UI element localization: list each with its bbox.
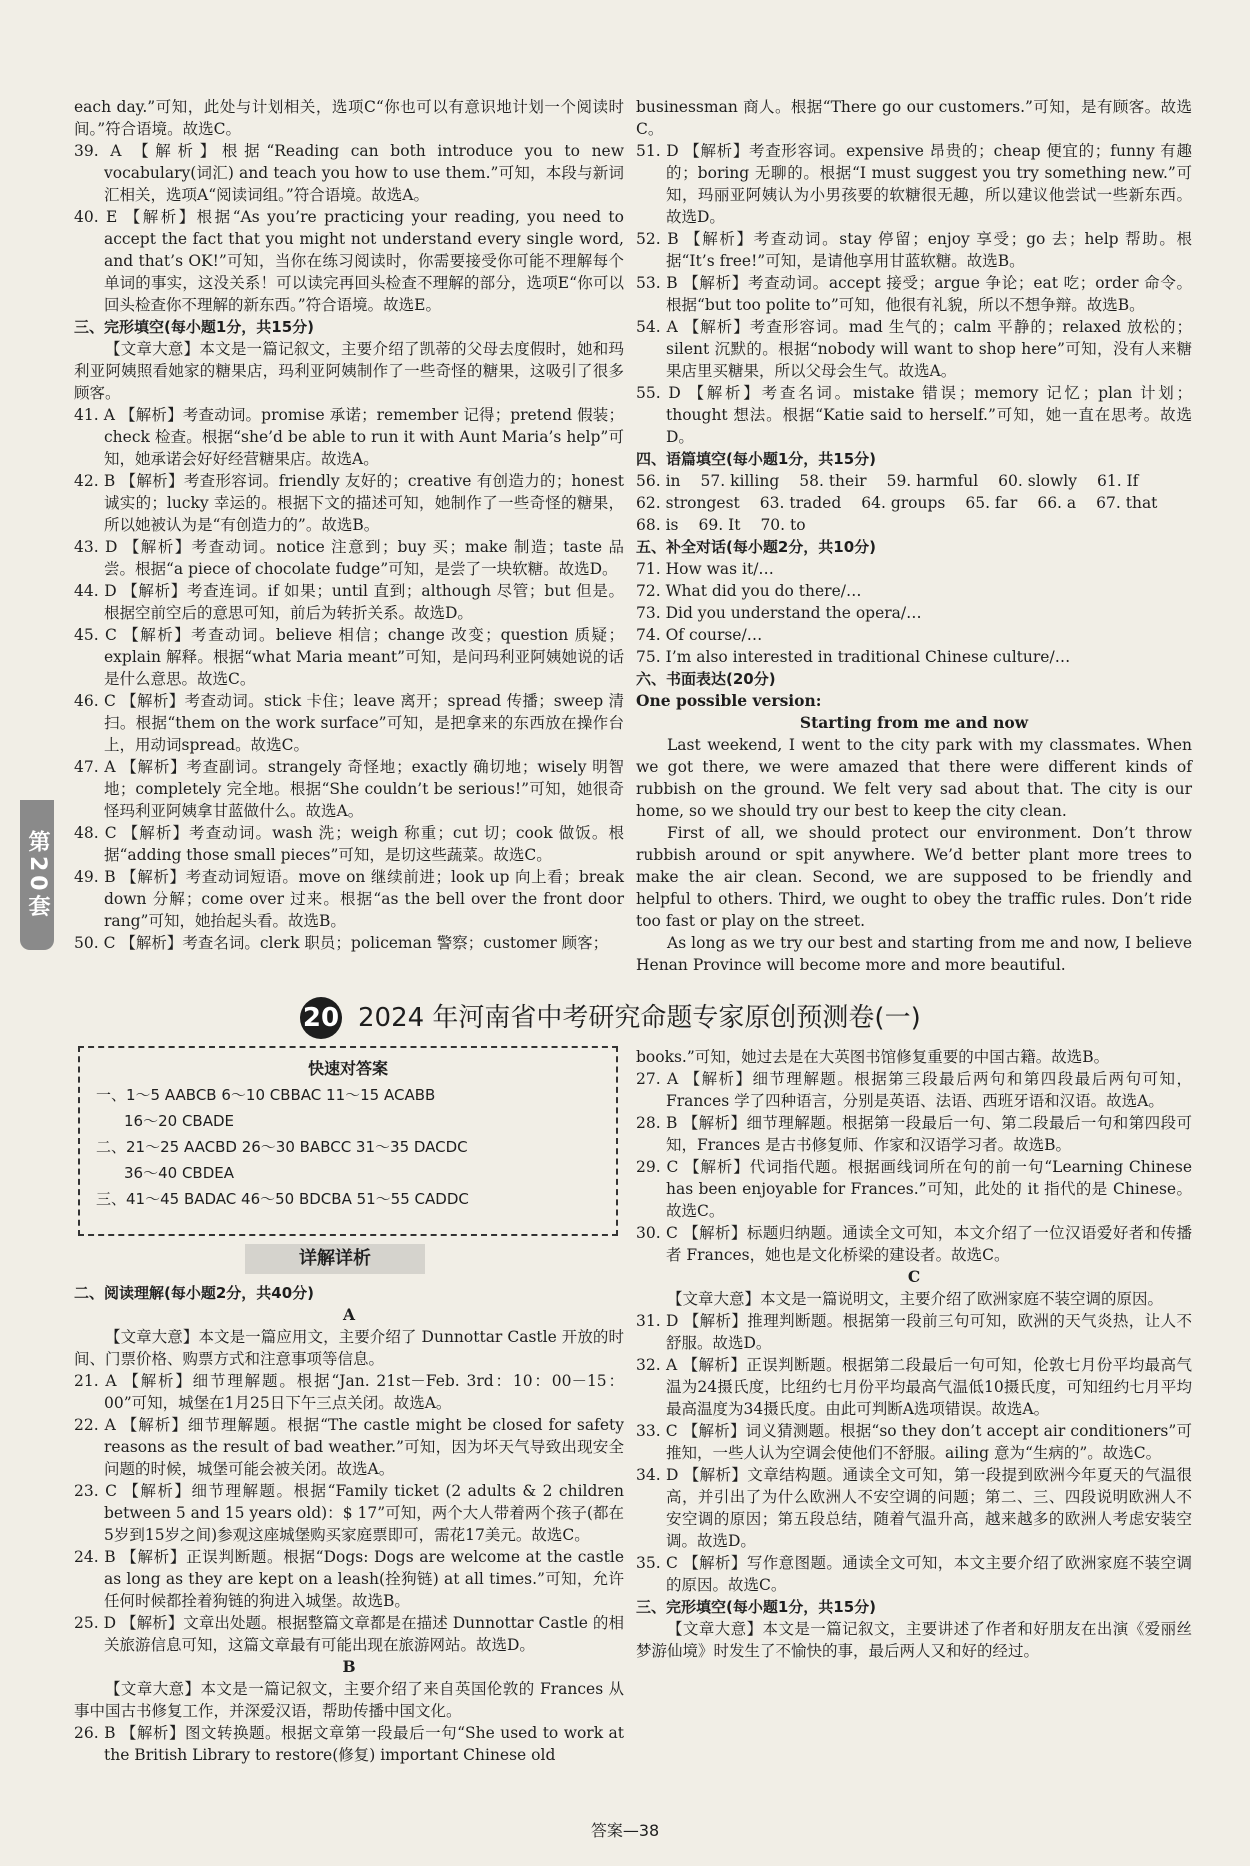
dialogue-answer: 72. What did you do there/… (636, 582, 862, 600)
fill-answer: 59. harmful (886, 472, 979, 490)
article-summary: 【文章大意】本文是一篇记叙文，主要介绍了来自英国伦敦的 Frances 从事中国古书修复工作，并深爱汉语，帮助传播中国文化。 (74, 1680, 624, 1720)
passage-label: B (342, 1657, 356, 1676)
version-label: One possible version: (636, 691, 822, 710)
answer-item: 27. A 【解析】细节理解题。根据第三段最后两句和第四段最后两句可知，Frances 学了四种语言，分别是英语、法语、西班牙语和汉语。故选A。 (636, 1070, 1192, 1110)
column-bottom-left (74, 1282, 624, 1766)
answer-item: 26. B 【解析】图文转换题。根据文章第一段最后一句“She used to work at the British Library to restore(修复) important Chinese old (74, 1724, 624, 1764)
fill-answer: 64. groups (861, 494, 946, 512)
fill-answer: 60. slowly (998, 472, 1077, 490)
fill-answer: 58. their (799, 472, 867, 490)
answer-item: 49. B 【解析】考查动词短语。move on 继续前进；look up 向上看；break down 分解；come over 过来。根据“as the bell over the front door rang”可知，她抬起头看。故选B。 (74, 868, 624, 930)
answer-item: 22. A 【解析】细节理解题。根据“The castle might be closed for safety reasons as the result of bad weather.”可知，因为坏天气导致出现安全问题的时候，城堡可能会被关闭。故选A。 (74, 1416, 624, 1478)
answer-item: 41. A 【解析】考查动词。promise 承诺；remember 记得；pretend 假装；check 检查。根据“she’d be able to run it with Aunt Maria’s help”可知，她承诺会好好经营糖果店。故选A。 (74, 406, 624, 468)
section-heading: 四、语篇填空(每小题1分，共15分) (636, 450, 877, 468)
dialogue-answer: 75. I’m also interested in traditional Chinese culture/… (636, 648, 1071, 666)
article-summary: 【文章大意】本文是一篇说明文，主要介绍了欧洲家庭不装空调的原因。 (667, 1290, 1164, 1308)
essay-paragraph: First of all, we should protect our environment. Don’t throw rubbish around or spit anywhere. We’d better plant more trees to make the air clean. Second, we are supposed to be friendly and helpful to others. Third, we ought to obey the traffic rules. Don’t ride too fast or play on the street. (636, 824, 1192, 930)
answer-item: 24. B 【解析】正误判断题。根据“Dogs: Dogs are welcome at the castle as long as they are kept on a leash(拴狗链) at all times.”可知，允许任何时候都拴着狗链的狗进入城堡。故选B。 (74, 1548, 624, 1610)
answer-item: 48. C 【解析】考查动词。wash 洗；weigh 称重；cut 切；cook 做饭。根据“adding those small pieces”可知，是切这些蔬菜。故选C。 (74, 824, 624, 864)
answer-item: 31. D 【解析】推理判断题。根据第一段前三句可知，欧洲的天气炎热，让人不舒服。故选D。 (636, 1312, 1192, 1352)
section-heading: 五、补全对话(每小题2分，共10分) (636, 538, 877, 556)
essay-paragraph: Last weekend, I went to the city park with my classmates. When we got there, we were amazed that there were different kinds of rubbish on the ground. We felt very sad about that. The city is our home, so we should try our best to keep the city clean. (636, 736, 1192, 820)
fill-answer: 70. to (760, 516, 806, 534)
passage-label: C (907, 1267, 921, 1286)
fill-answer: 68. is (636, 516, 679, 534)
article-summary: 【文章大意】本文是一篇记叙文，主要讲述了作者和好朋友在出演《爱丽丝梦游仙境》时发生了不愉快的事，最后两人又和好的经过。 (636, 1620, 1192, 1660)
page-footer: 答案—38 (590, 1821, 660, 1840)
answer-item: 29. C 【解析】代词指代题。根据画线词所在句的前一句“Learning Chinese has been enjoyable for Frances.”可知，此处的 it 指代的是 Chinese。故选C。 (636, 1158, 1192, 1220)
answer-item: 21. A 【解析】细节理解题。根据“Jan. 21st－Feb. 3rd：10：00－15：00”可知，城堡在1月25日下午三点关闭。故选A。 (74, 1372, 624, 1412)
answer-item: 50. C 【解析】考查名词。clerk 职员；policeman 警察；customer 顾客； (74, 934, 609, 952)
essay-paragraph: As long as we try our best and starting from me and now, I believe Henan Province will become more and more beautiful. (636, 934, 1192, 974)
answer-item: 39. A 【解析】根据“Reading can both introduce you to new vocabulary(词汇) and teach you how to use them.”可知，本段与新词汇相关，选项A“阅读词组。”符合语境。故选A。 (74, 142, 624, 204)
answer-item: 43. D 【解析】考查动词。notice 注意到；buy 买；make 制造；taste 品尝。根据“a piece of chocolate fudge”可知，是尝了一块软糖。故选D。 (74, 538, 624, 578)
section-heading: 六、书面表达(20分) (636, 670, 776, 688)
fill-answer: 57. killing (700, 472, 780, 490)
dialogue-answer: 74. Of course/… (636, 626, 763, 644)
quick-answers-row: 二、21～25 AACBD 26～30 BABCC 31～35 DACDC (96, 1138, 468, 1156)
answer-item: 28. B 【解析】细节理解题。根据第一段最后一句、第二段最后一句和第四段可知，Frances 是古书修复师、作家和汉语学习者。故选B。 (636, 1114, 1192, 1154)
quick-answers-box (78, 1046, 618, 1236)
answer-item: 35. C 【解析】写作意图题。通读全文可知，本文主要介绍了欧洲家庭不装空调的原因。故选C。 (636, 1554, 1192, 1594)
quick-answers-row: 36～40 CBDEA (124, 1164, 234, 1182)
answer-item: 46. C 【解析】考查动词。stick 卡住；leave 离开；spread 传播；sweep 清扫。根据“them on the work surface”可知，是把拿来的东西放在操作台上，用动词spread。故选C。 (74, 692, 624, 754)
answer-item: 47. A 【解析】考查副词。strangely 奇怪地；exactly 确切地；wisely 明智地；completely 完全地。根据“She couldn’t be serious!”可知，她很奇怪玛利亚阿姨拿甘蓝做什么。故选A。 (74, 758, 624, 820)
side-tab-set-20: 第20套 (20, 800, 54, 950)
para: businessman 商人。根据“There go our customers.”可知，是有顾客。故选C。 (636, 98, 1192, 138)
answer-item: 54. A 【解析】考查形容词。mad 生气的；calm 平静的；relaxed 放松的；silent 沉默的。根据“nobody will want to shop here”可知，没有人来糖果店里买糖果，所以父母会生气。故选A。 (636, 318, 1192, 380)
fill-answer: 56. in (636, 472, 681, 490)
fill-answer: 61. If (1096, 472, 1139, 490)
section-heading: 二、阅读理解(每小题2分，共40分) (74, 1284, 315, 1302)
fill-answer: 67. that (1096, 494, 1158, 512)
quick-answers-title: 快速对答案 (307, 1059, 388, 1078)
fill-answer: 63. traded (759, 494, 842, 512)
answer-item: 40. E 【解析】根据“As you’re practicing your reading, you need to accept the fact that you might not understand every single word, and that’s OK!”可知，当你在练习阅读时，你需要接受你可能不理解每个单词的事实，这没关系！可以读完再回头检查不理解的部分，选项E“你可以回头检查你不理解的新东西。”符合语境。故选E。 (74, 208, 624, 314)
answer-item: 23. C 【解析】细节理解题。根据“Family ticket (2 adults & 2 children between 5 and 15 years old)：$ 17”可知，两个大人带着两个孩子(都在5岁到15岁之间)参观这座城堡购买家庭票即可，需花17美元。故选C。 (74, 1482, 624, 1544)
fill-answer: 62. strongest (636, 494, 740, 512)
answer-item: 44. D 【解析】考查连词。if 如果；until 直到；although 尽管；but 但是。根据空前空后的意思可知，前后为转折关系。故选D。 (74, 582, 624, 622)
article-summary: 【文章大意】本文是一篇记叙文，主要介绍了凯蒂的父母去度假时，她和玛利亚阿姨照看她家的糖果店，玛利亚阿姨制作了一些奇怪的糖果，这吸引了很多顾客。 (74, 340, 624, 402)
fill-answer: 69. It (698, 516, 741, 534)
test-banner (300, 993, 1120, 1043)
dialogue-answer: 71. How was it/… (636, 560, 774, 578)
fill-answer: 66. a (1037, 494, 1077, 512)
column-top-left (74, 96, 624, 954)
answer-item: 53. B 【解析】考查动词。accept 接受；argue 争论；eat 吃；order 命令。根据“but too polite to”可知，他很有礼貌，所以不想争辩。故选B。 (636, 274, 1192, 314)
answer-item: 51. D 【解析】考查形容词。expensive 昂贵的；cheap 便宜的；funny 有趣的；boring 无聊的。根据“I must suggest you try something new.”可知，玛丽亚阿姨认为小男孩要的软糖很无趣，所以建议他尝试一些新东西。故选D。 (636, 142, 1192, 226)
passage-label: A (342, 1305, 356, 1324)
essay-title: Starting from me and now (799, 713, 1029, 732)
fill-blank-answers (636, 470, 1192, 536)
answer-item: 45. C 【解析】考查动词。believe 相信；change 改变；question 质疑；explain 解释。根据“what Maria meant”可知，是问玛利亚阿姨她说的话是什么意思。故选C。 (74, 626, 624, 688)
answer-item: 52. B 【解析】考查动词。stay 停留；enjoy 享受；go 去；help 帮助。根据“It’s free!”可知，是请他享用甘蓝软糖。故选B。 (636, 230, 1192, 270)
answer-item: 25. D 【解析】文章出处题。根据整篇文章都是在描述 Dunnottar Castle 的相关旅游信息可知，这篇文章最有可能出现在旅游网站。故选D。 (74, 1614, 624, 1654)
quick-answers-row: 16～20 CBADE (124, 1112, 234, 1130)
answer-item: 33. C 【解析】词义猜测题。根据“so they don’t accept air conditioners”可推知，一些人认为空调会使他们不舒服。ailing 意为“生病的”。故选C。 (636, 1422, 1192, 1462)
detailed-explanation-title: 详解详析 (245, 1244, 425, 1274)
para: books.”可知，她过去是在大英图书馆修复重要的中国古籍。故选B。 (636, 1048, 1110, 1066)
para: each day.”可知，此处与计划相关，选项C“你也可以有意识地计划一个阅读时间。”符合语境。故选C。 (74, 98, 624, 138)
quick-answers-row: 三、41～45 BADAC 46～50 BDCBA 51～55 CADDC (96, 1190, 469, 1208)
test-title: 2024 年河南省中考研究命题专家原创预测卷(一) (358, 1003, 921, 1033)
article-summary: 【文章大意】本文是一篇应用文，主要介绍了 Dunnottar Castle 开放的时间、门票价格、购票方式和注意事项等信息。 (74, 1328, 624, 1368)
column-top-right (636, 96, 1192, 976)
section-heading: 三、完形填空(每小题1分，共15分) (74, 318, 315, 336)
answer-item: 55. D 【解析】考查名词。mistake 错误；memory 记忆；plan 计划；thought 想法。根据“Katie said to herself.”可知，她一直在思考。故选D。 (636, 384, 1192, 446)
fill-answer: 65. far (965, 494, 1018, 512)
test-number-badge: 20 (300, 997, 342, 1039)
answer-item: 30. C 【解析】标题归纳题。通读全文可知，本文介绍了一位汉语爱好者和传播者 Frances，她也是文化桥梁的建设者。故选C。 (636, 1224, 1192, 1264)
answer-item: 34. D 【解析】文章结构题。通读全文可知，第一段提到欧洲今年夏天的气温很高，并引出了为什么欧洲人不安空调的问题；第二、三、四段说明欧洲人不安空调的原因；第五段总结，随着气温升高，越来越多的欧洲人考虑安装空调。故选D。 (636, 1466, 1192, 1550)
quick-answers-row: 一、1～5 AABCB 6～10 CBBAC 11～15 ACABB (96, 1086, 436, 1104)
answer-item: 32. A 【解析】正误判断题。根据第二段最后一句可知，伦敦七月份平均最高气温为24摄氏度，比纽约七月份平均最高气温低10摄氏度，可知纽约七月平均最高温度为34摄氏度。由此可判断A选项错误。故选A。 (636, 1356, 1192, 1418)
section-heading: 三、完形填空(每小题1分，共15分) (636, 1598, 877, 1616)
column-bottom-right (636, 1046, 1192, 1662)
answer-item: 42. B 【解析】考查形容词。friendly 友好的；creative 有创造力的；honest 诚实的；lucky 幸运的。根据下文的描述可知，她制作了一些奇怪的糖果，所以她被认为是“有创造力的”。故选B。 (74, 472, 624, 534)
dialogue-answer: 73. Did you understand the opera/… (636, 604, 922, 622)
